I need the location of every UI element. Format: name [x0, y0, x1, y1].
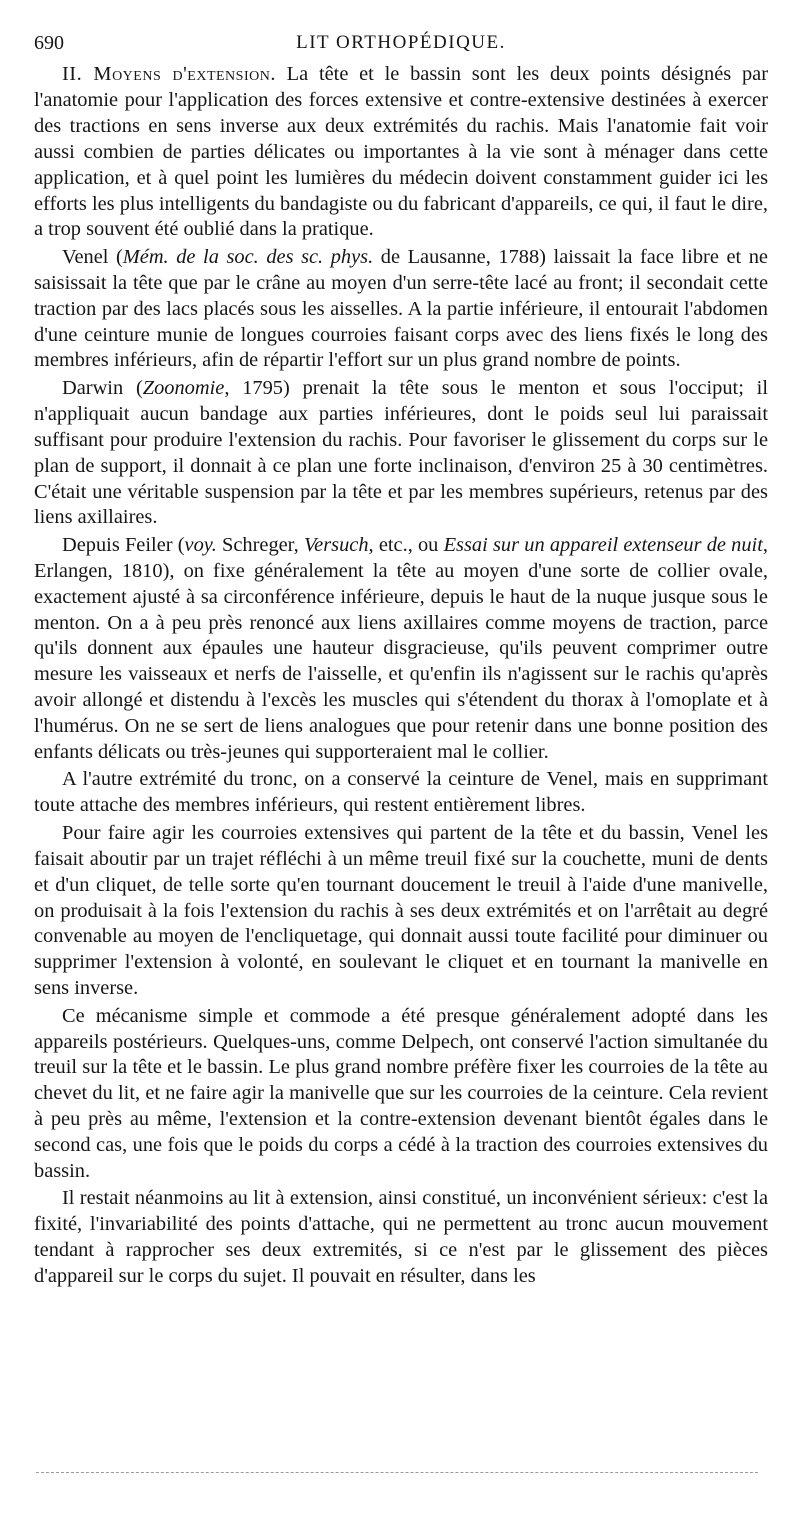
running-head	[34, 32, 768, 62]
citation-title: Zoonomie	[142, 376, 225, 399]
paragraph-treuil: Pour faire agir les courroies extensives qui partent de la tête et du bassin, Venel les faisait aboutir par un trajet réfléchi à un même treuil fixé sur la couchette, muni de dents et d'un cliquet, de telle sorte qu'en tournant doucement le treuil à l'aide d'une manivelle, on produisait à la fois l'extension du rachis à ses deux extrémités et on l'arrêtait au degré convenable au moyen de l'encliquetage, qui donnait aussi toute facilité pour diminuer ou supprimer l'extension à volonté, en soulevant le cliquet et en tournant la manivelle en sens inverse.	[34, 821, 768, 1000]
paragraph-text: La tête et le bassin sont les deux points désignés par l'anatomie pour l'application des forces extensive et contre-extensive destinées à exercer des tractions en sens inverse aux deux extrémités du rachis. Mais l'anatomie fait voir aussi combien de parties délicates ou importantes à la vie sont à ménager dans cette application, et à quel point les lumières du médecin doivent constamment guider ici les efforts les plus intelligents du bandagiste ou du fabricant d'appareils, ce qui, il faut le dire, a trop souvent été oublié dans la pratique.	[34, 63, 768, 241]
paragraph-text: Darwin (	[62, 376, 143, 399]
paragraph-venel	[34, 245, 768, 375]
section-lead: II. Moyens d'extension.	[62, 63, 276, 85]
paragraph-inconvenient: Il restait néanmoins au lit à extension, ainsi constitué, un inconvénient sérieux: c'est la fixité, l'invariabilité des points d'attache, qui ne permettent au tronc aucun mouvement tendant à rapprocher ses deux extremités, si ce n'est par le glissement des pièces d'appareil sur le corps du sujet. Il pouvait en résulter, dans les	[34, 1187, 768, 1288]
page-number: 690	[34, 32, 64, 54]
page	[34, 32, 768, 1292]
paragraph-mecanisme: Ce mécanisme simple et commode a été presque généralement adopté dans les appareils postérieurs. Quelques-uns, comme Delpech, ont conservé l'action simultanée du treuil sur la tête et le bassin. Le plus grand nombre préfère fixer les courroies de la tête au chevet du lit, et ne faire agir la manivelle que sur les courroies de la ceinture. Cela revient à peu près au même, l'extension et la contre-extension devenant bientôt égales dans le second cas, une fois que le poids du corps a cédé à la traction des courroies extensives du bassin.	[34, 1004, 768, 1183]
paragraph-moyens-extension	[34, 62, 768, 243]
citation-title: Mém. de la soc. des sc. phys.	[122, 245, 374, 268]
citation-title: Essai sur un appareil extenseur de nuit	[443, 533, 763, 556]
footer-rule	[36, 1472, 758, 1473]
paragraph-text: , etc., ou	[368, 533, 444, 556]
body-text	[34, 62, 768, 1290]
paragraph-text: de Lausanne, 1788) laissait la face libre et ne saisissait la tête que par le crâne au moyen d'un serre-tête lacé au front; il secondait cette traction par des lacs placés sous les aisselles. A la partie inférieure, il entourait l'abdomen d'une ceinture munie de longues courroies faisant corps avec des liens fixés le long des membres inférieurs, afin de répartir l'effort sur un plus grand nombre de points.	[34, 245, 768, 372]
paragraph-feiler	[34, 533, 768, 766]
running-title: LIT ORTHOPÉDIQUE.	[296, 32, 506, 53]
paragraph-text: , Erlangen, 1810), on fixe généralement la tête au moyen d'une sorte de collier ovale, exactement ajusté à sa circonférence inférieure, depuis le haut de la nuque jusque sous le menton. On a à peu près renoncé aux liens axillaires comme moyens de traction, parce qu'ils donnent aux épaules une hauteur disgracieuse, qu'ils peuvent comprimer outre mesure les vaisseaux et nerfs de l'aisselle, et qu'enfin ils n'agissent sur le rachis qu'après avoir allongé et distendu à l'excès les muscles qui s'étendent du thorax à l'omoplate et à l'humérus. On ne se sert de liens analogues que pour retenir dans une bonne position des enfants délicats ou très-jeunes qui supporteraient mal le collier.	[34, 533, 768, 764]
paragraph-text: Venel (	[62, 245, 123, 268]
paragraph-darwin	[34, 376, 768, 531]
paragraph-text: Depuis Feiler (	[62, 533, 185, 556]
paragraph-text: , 1795) prenait la tête sous le menton et sous l'occiput; il n'appliquait aucun bandage aux parties inférieures, dont le poids seul lui paraissait suffisant pour produire l'extension du rachis. Pour favoriser le glissement du corps sur le plan de support, il donnait à ce plan une forte inclinaison, d'environ 25 à 30 centimètres. C'était une véritable suspension par la tête et par les membres supérieurs, retenus par des liens axillaires.	[34, 376, 769, 529]
citation-abbrev: voy.	[184, 533, 217, 556]
paragraph-ceinture: A l'autre extrémité du tronc, on a conservé la ceinture de Venel, mais en supprimant toute attache des membres inférieurs, qui restent entièrement libres.	[34, 768, 768, 817]
citation-title: Versuch	[303, 533, 369, 556]
paragraph-text: Schreger,	[216, 533, 304, 556]
